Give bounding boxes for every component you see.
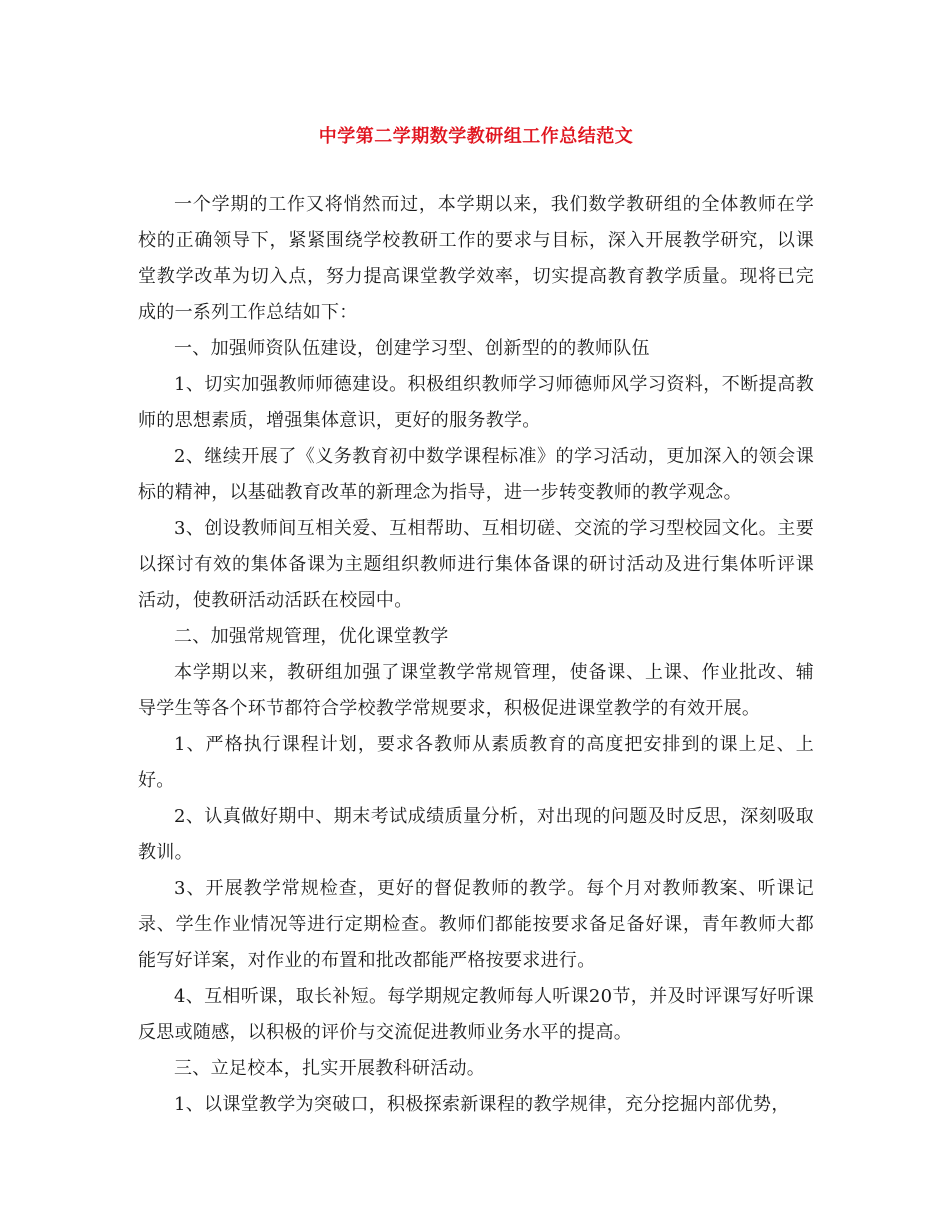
paragraph-2-3: 3、开展教学常规检查，更好的督促教师的教学。每个月对教师教案、听课记录、学生作业情况等进行定期检查。教师们都能按要求备足备好课，青年教师大都能写好详案，对作业的布置和批改都能严格按要求进行。 [138,878,814,971]
section-heading-3: 三、立足校本，扎实开展教科研活动。 [174,1058,486,1079]
document-title: 中学第二学期数学教研组工作总结范文 [318,126,634,147]
paragraph-1-2: 2、继续开展了《义务教育初中数学课程标准》的学习活动，更加深入的领会课标的精神，以基础教育改革的新理念为指导，进一步转变教师的教学观念。 [138,446,814,503]
paragraph-2-2: 2、认真做好期中、期末考试成绩质量分析，对出现的问题及时反思，深刻吸取教训。 [138,806,814,863]
paragraph-1-3: 3、创设教师间互相关爱、互相帮助、互相切磋、交流的学习型校园文化。主要以探讨有效的集体备课为主题组织教师进行集体备课的研讨活动及进行集体听评课活动，使教研活动活跃在校园中。 [138,518,814,611]
section-heading-1: 一、加强师资队伍建设，创建学习型、创新型的的教师队伍 [174,338,650,359]
paragraph-2-1: 1、严格执行课程计划，要求各教师从素质教育的高度把安排到的课上足、上好。 [138,734,814,791]
paragraph-2-4: 4、互相听课，取长补短。每学期规定教师每人听课20节，并及时评课写好听课反思或随感，以积极的评价与交流促进教师业务水平的提高。 [138,986,814,1043]
section-heading-2: 二、加强常规管理，优化课堂教学 [174,626,449,647]
paragraph-3-1: 1、以课堂教学为突破口，积极探索新课程的教学规律，充分挖掘内部优势， [174,1094,790,1115]
paragraph-2-intro: 本学期以来，教研组加强了课堂教学常规管理，使备课、上课、作业批改、辅导学生等各个环节都符合学校教学常规要求，积极促进课堂教学的有效开展。 [138,662,814,719]
paragraph-1-1: 1、切实加强教师师德建设。积极组织教师学习师德师风学习资料，不断提高教师的思想素质，增强集体意识，更好的服务教学。 [138,374,814,431]
paragraph-intro: 一个学期的工作又将悄然而过，本学期以来，我们数学教研组的全体教师在学校的正确领导下，紧紧围绕学校教研工作的要求与目标，深入开展教学研究，以课堂教学改革为切入点，努力提高课堂教学效率，切实提高教育教学质量。现将已完成的一系列工作总结如下： [138,194,814,323]
document-body [138,187,814,1123]
